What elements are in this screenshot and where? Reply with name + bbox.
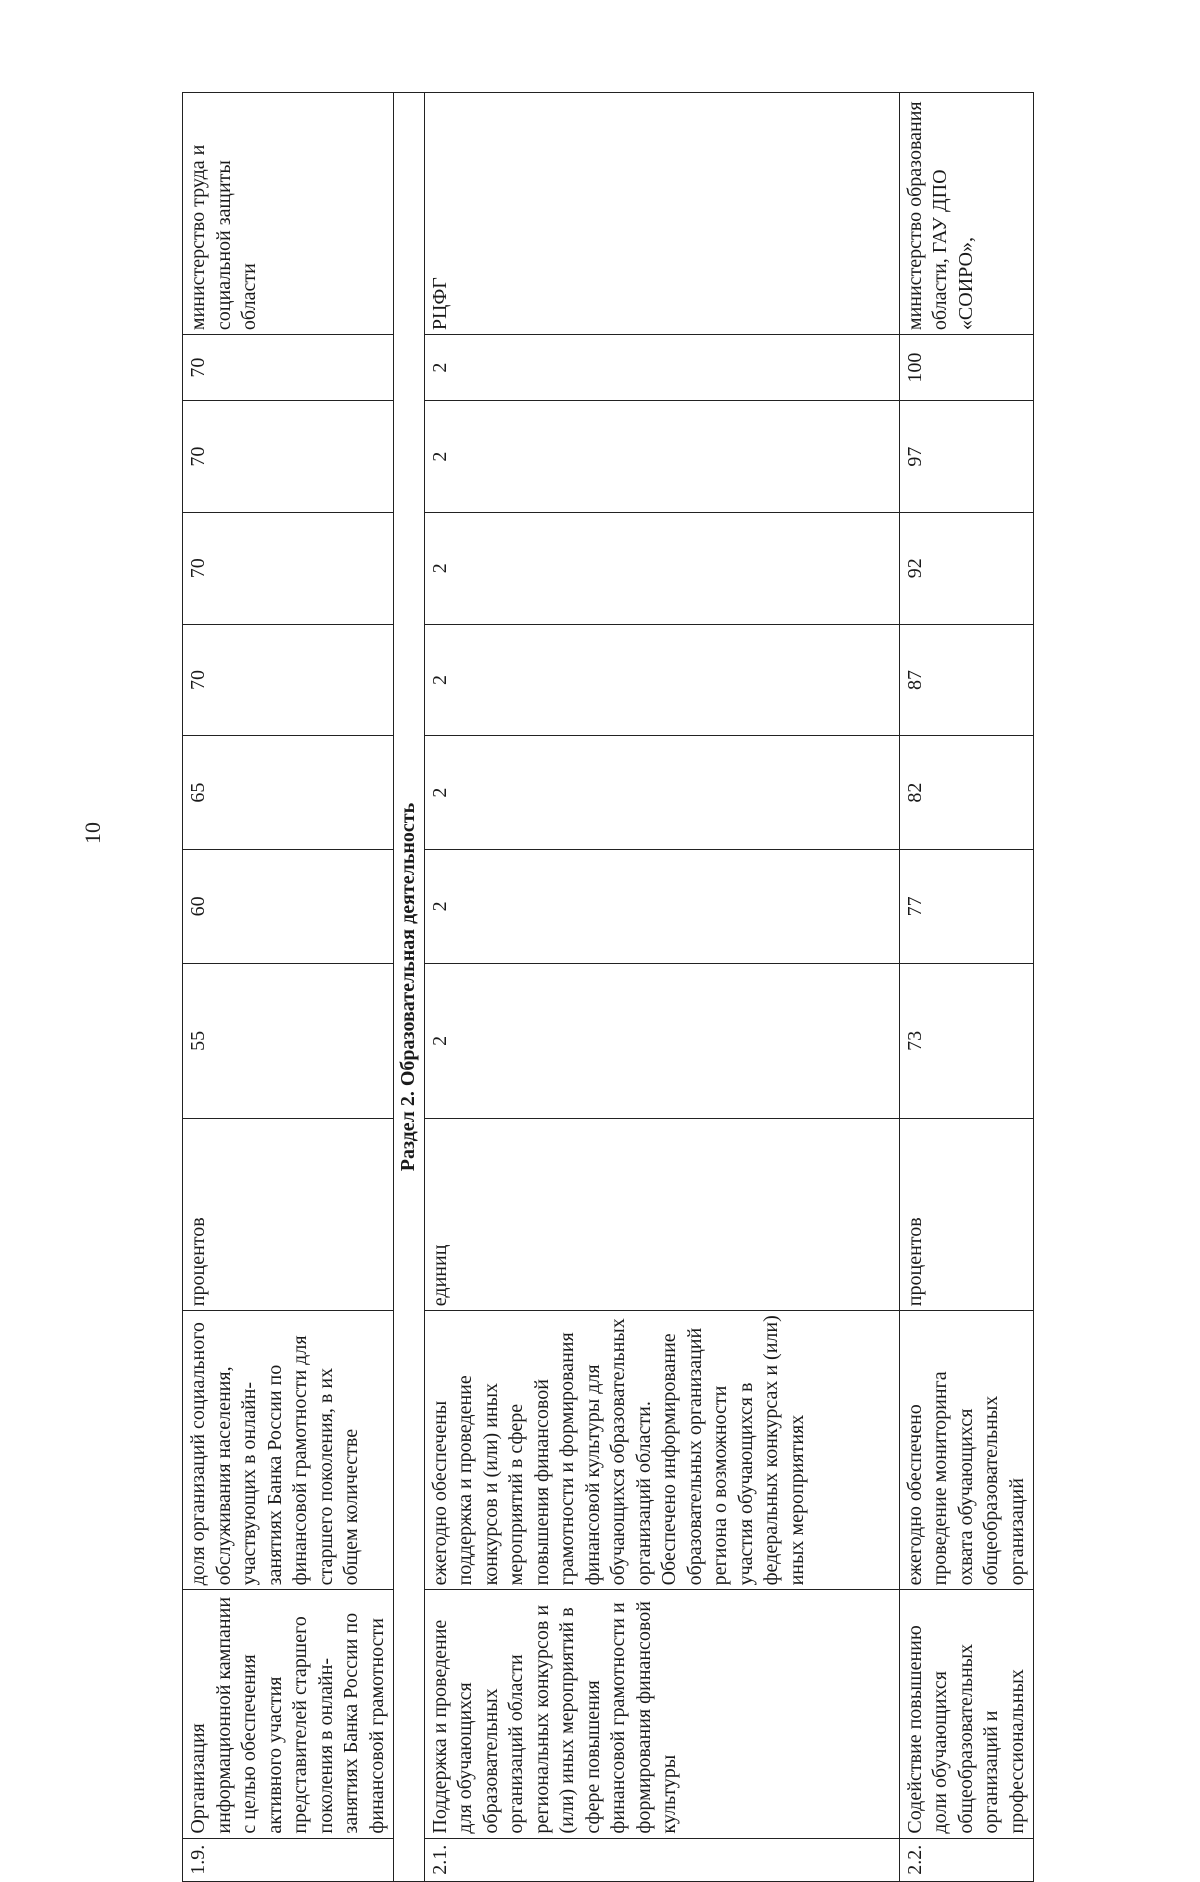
value-cell: 97	[899, 401, 1034, 513]
value-cell: 2	[424, 401, 899, 513]
value-cell: 70	[183, 512, 394, 624]
program-table	[182, 92, 1034, 1882]
value-cell: 2	[424, 963, 899, 1118]
page-number: 10	[80, 822, 105, 844]
value-cell: 70	[183, 624, 394, 736]
unit-cell: единиц	[424, 1118, 899, 1310]
rotated-table-wrapper	[182, 92, 1028, 1882]
value-cell: 100	[899, 335, 1034, 401]
row-number: 2.2.	[899, 1838, 1034, 1881]
event-cell: Организация информационной кампании с целью обеспечения активного участия представителей старшего поколения в онлайн-занятиях Банка России по финансовой грамотности	[183, 1590, 394, 1838]
value-cell: 2	[424, 335, 899, 401]
value-cell: 73	[899, 963, 1034, 1118]
value-cell: 2	[424, 850, 899, 964]
value-cell: 92	[899, 512, 1034, 624]
unit-cell: процентов	[183, 1118, 394, 1310]
value-cell: 77	[899, 850, 1034, 964]
unit-cell: процентов	[899, 1118, 1034, 1310]
value-cell: 2	[424, 624, 899, 736]
table-row-2-1	[424, 93, 899, 1882]
table-row-1-9	[183, 93, 394, 1882]
responsible-cell: министерство образования области, ГАУ ДПО «СОИРО»,	[899, 93, 1034, 335]
row-number: 1.9.	[183, 1838, 394, 1881]
value-cell: 60	[183, 850, 394, 964]
indicator-cell: ежегодно обеспечено проведение мониторинга охвата обучающихся общеобразовательных организаций	[899, 1311, 1034, 1590]
value-cell: 55	[183, 963, 394, 1118]
value-cell: 87	[899, 624, 1034, 736]
row-number: 2.1.	[424, 1838, 899, 1881]
event-cell: Содействие повышению доли обучающихся общеобразовательных организаций и профессиональных	[899, 1590, 1034, 1838]
value-cell: 65	[183, 736, 394, 850]
section-header-row	[394, 93, 425, 1882]
responsible-cell: министерство труда и социальной защиты области	[183, 93, 394, 335]
value-cell: 2	[424, 736, 899, 850]
event-cell: Поддержка и проведение для обучающихся образовательных организаций области региональных конкурсов и (или) иных мероприятий в сфере повышения финансовой грамотности и формирования финансовой культуры	[424, 1590, 899, 1838]
indicator-cell: доля организаций социального обслуживания населения, участвующих в онлайн-занятиях Банка России по финансовой грамотности для старшего поколения, в их общем количестве	[183, 1311, 394, 1590]
value-cell: 82	[899, 736, 1034, 850]
value-cell: 2	[424, 512, 899, 624]
value-cell: 70	[183, 401, 394, 513]
table-row-2-2	[899, 93, 1034, 1882]
section-title: Раздел 2. Образовательная деятельность	[394, 93, 425, 1882]
indicator-cell: ежегодно обеспечены поддержка и проведение конкурсов и (или) иных мероприятий в сфере повышения финансовой грамотности и формирования финансовой культуры для обучающихся образовательных организаций области. Обеспечено информирование образовательных организаций региона о возможности участия обучающихся в федеральных конкурсах и (или) иных мероприятиях	[424, 1311, 899, 1590]
responsible-cell: РЦФГ	[424, 93, 899, 335]
value-cell: 70	[183, 335, 394, 401]
